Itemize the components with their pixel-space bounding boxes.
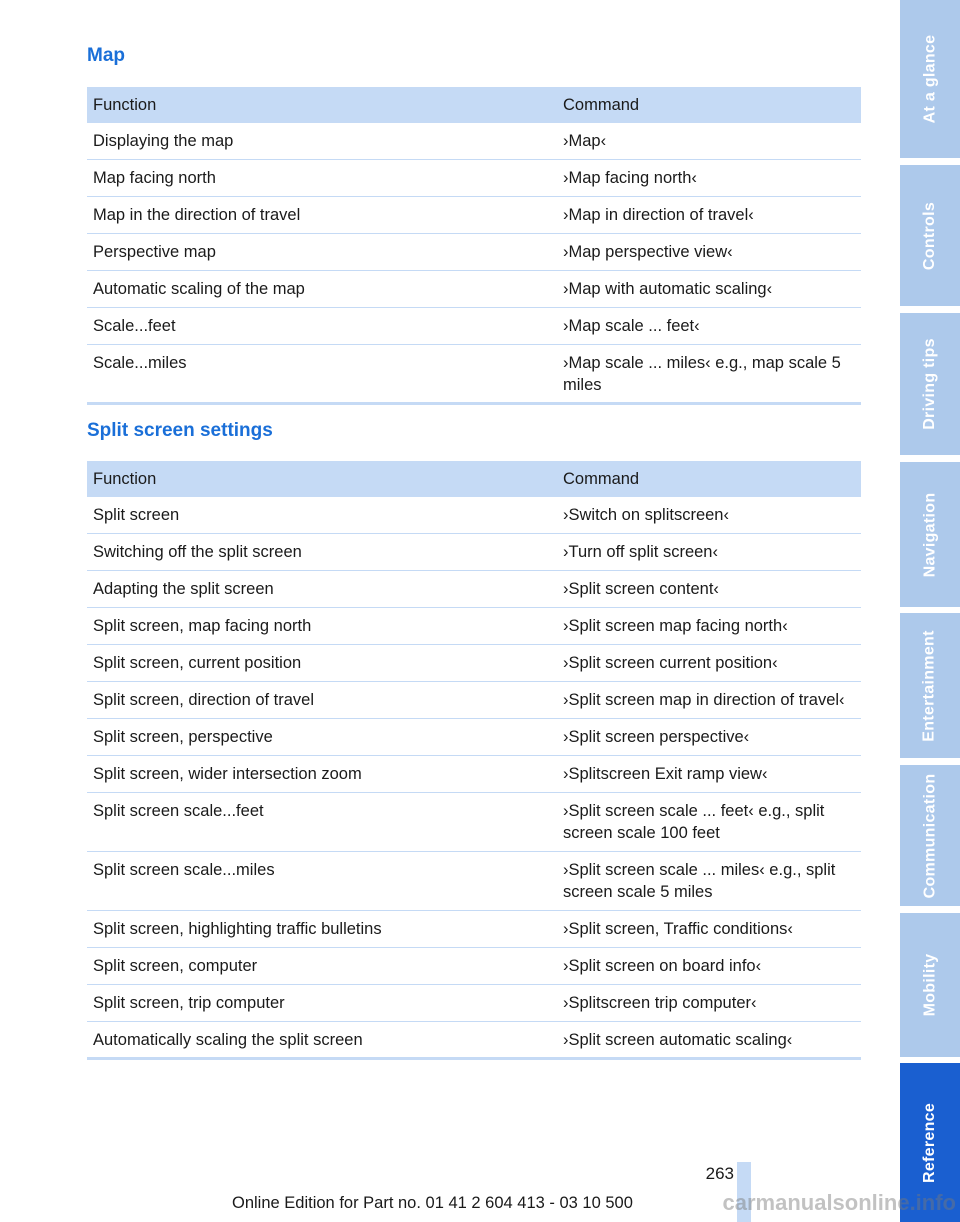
command-cell: ›Map facing north‹ bbox=[557, 160, 861, 197]
table-row bbox=[87, 345, 861, 404]
function-cell: Split screen, highlighting traffic bulletins bbox=[87, 911, 557, 948]
function-cell: Split screen, computer bbox=[87, 948, 557, 985]
function-cell: Map in the direction of travel bbox=[87, 197, 557, 234]
table-row bbox=[87, 911, 861, 948]
table-row bbox=[87, 608, 861, 645]
tab-label: Controls bbox=[921, 201, 938, 270]
function-cell: Scale...miles bbox=[87, 345, 557, 404]
watermark: carmanualsonline.info bbox=[722, 1190, 956, 1215]
function-cell: Switching off the split screen bbox=[87, 534, 557, 571]
command-cell: ›Splitscreen trip computer‹ bbox=[557, 985, 861, 1022]
table-row bbox=[87, 271, 861, 308]
command-cell: ›Split screen perspective‹ bbox=[557, 719, 861, 756]
tab-label: Communication bbox=[921, 773, 939, 898]
command-cell: ›Split screen on board info‹ bbox=[557, 948, 861, 985]
command-cell: ›Map with automatic scaling‹ bbox=[557, 271, 861, 308]
tab-label: At a glance bbox=[921, 34, 939, 124]
function-cell: Split screen scale...feet bbox=[87, 793, 557, 852]
tab-label: Navigation bbox=[921, 492, 939, 577]
page-number: 263 bbox=[705, 1164, 734, 1183]
command-cell: ›Switch on splitscreen‹ bbox=[557, 497, 861, 534]
function-cell: Split screen, map facing north bbox=[87, 608, 557, 645]
table-row bbox=[87, 234, 861, 271]
function-cell: Split screen, direction of travel bbox=[87, 682, 557, 719]
function-cell: Scale...feet bbox=[87, 308, 557, 345]
table-row bbox=[87, 948, 861, 985]
footer-edition-text: Online Edition for Part no. 01 41 2 604 413 - 03 10 500 bbox=[232, 1194, 633, 1212]
table-header-row bbox=[87, 461, 861, 497]
split-screen-commands-table bbox=[87, 461, 861, 1060]
map-section-title: Map bbox=[87, 45, 125, 66]
tab-label: Mobility bbox=[921, 953, 938, 1017]
table-row bbox=[87, 645, 861, 682]
command-cell: ›Map perspective view‹ bbox=[557, 234, 861, 271]
command-cell: ›Split screen scale ... miles‹ e.g., split screen scale 5 miles bbox=[557, 852, 861, 911]
command-cell: ›Split screen scale ... feet‹ e.g., split screen scale 100 feet bbox=[557, 793, 861, 852]
function-cell: Adapting the split screen bbox=[87, 571, 557, 608]
split-screen-section-title: Split screen settings bbox=[87, 420, 273, 441]
table-row bbox=[87, 682, 861, 719]
table-row bbox=[87, 719, 861, 756]
tab-entertainment[interactable] bbox=[900, 613, 960, 758]
tab-mobility[interactable] bbox=[900, 913, 960, 1057]
command-cell: ›Split screen automatic scaling‹ bbox=[557, 1022, 861, 1059]
tab-at-a-glance[interactable] bbox=[900, 0, 960, 158]
column-header-function: Function bbox=[87, 461, 557, 497]
table-row bbox=[87, 571, 861, 608]
function-cell: Split screen, perspective bbox=[87, 719, 557, 756]
command-cell: ›Split screen, Traffic conditions‹ bbox=[557, 911, 861, 948]
table-row bbox=[87, 497, 861, 534]
column-header-command: Command bbox=[557, 461, 861, 497]
tab-communication[interactable] bbox=[900, 765, 960, 906]
tab-navigation[interactable] bbox=[900, 462, 960, 607]
command-cell: ›Turn off split screen‹ bbox=[557, 534, 861, 571]
table-row bbox=[87, 308, 861, 345]
command-cell: ›Split screen current position‹ bbox=[557, 645, 861, 682]
table-row bbox=[87, 756, 861, 793]
table-row bbox=[87, 1022, 861, 1059]
function-cell: Automatic scaling of the map bbox=[87, 271, 557, 308]
tab-driving-tips[interactable] bbox=[900, 313, 960, 455]
table-row bbox=[87, 197, 861, 234]
command-cell: ›Map in direction of travel‹ bbox=[557, 197, 861, 234]
tab-label: Driving tips bbox=[921, 338, 939, 430]
command-cell: ›Map scale ... miles‹ e.g., map scale 5 miles bbox=[557, 345, 861, 404]
command-cell: ›Split screen map facing north‹ bbox=[557, 608, 861, 645]
table-row bbox=[87, 852, 861, 911]
command-cell: ›Map scale ... feet‹ bbox=[557, 308, 861, 345]
command-cell: ›Splitscreen Exit ramp view‹ bbox=[557, 756, 861, 793]
chapter-tabs bbox=[900, 0, 960, 1222]
function-cell: Split screen scale...miles bbox=[87, 852, 557, 911]
function-cell: Split screen, wider intersection zoom bbox=[87, 756, 557, 793]
function-cell: Automatically scaling the split screen bbox=[87, 1022, 557, 1059]
function-cell: Map facing north bbox=[87, 160, 557, 197]
command-cell: ›Split screen map in direction of travel‹ bbox=[557, 682, 861, 719]
table-row bbox=[87, 534, 861, 571]
table-row bbox=[87, 123, 861, 160]
tab-controls[interactable] bbox=[900, 165, 960, 306]
table-header-row bbox=[87, 87, 861, 123]
command-cell: ›Split screen content‹ bbox=[557, 571, 861, 608]
column-header-function: Function bbox=[87, 87, 557, 123]
table-row bbox=[87, 985, 861, 1022]
function-cell: Displaying the map bbox=[87, 123, 557, 160]
table-row bbox=[87, 793, 861, 852]
function-cell: Perspective map bbox=[87, 234, 557, 271]
function-cell: Split screen bbox=[87, 497, 557, 534]
map-commands-table bbox=[87, 87, 861, 405]
column-header-command: Command bbox=[557, 87, 861, 123]
tab-label: Reference bbox=[921, 1102, 939, 1183]
tab-label: Entertainment bbox=[921, 629, 939, 742]
command-cell: ›Map‹ bbox=[557, 123, 861, 160]
function-cell: Split screen, trip computer bbox=[87, 985, 557, 1022]
table-row bbox=[87, 160, 861, 197]
function-cell: Split screen, current position bbox=[87, 645, 557, 682]
